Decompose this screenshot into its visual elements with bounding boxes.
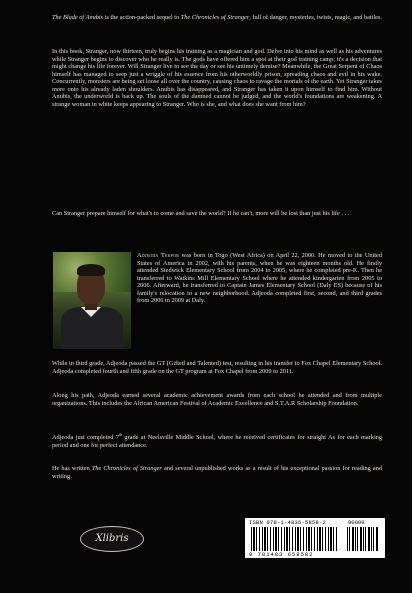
author-bio-awards: Along his path, Adjeoda earned several academic achievement awards from each school he attended and from multiple organizations. This includes the African American Festival of Academic Excellence and S.T.A.R Scholarship Foundation. [52, 392, 382, 407]
author-bio-works [52, 465, 382, 480]
author-bio-intro [137, 252, 382, 305]
isbn-barcode [245, 518, 385, 558]
barcode-addon-bars [347, 527, 379, 551]
barcode-bars [251, 527, 337, 551]
blurb-synopsis: In this book, Stranger, now thirteen, truly begins his training as a magician and god. Delve into his mind as well as his adventures while Stranger begins to discover who he really is. The gods have offered him a spot at their god training camp; it's a decision that might change his life forever. Will Stranger live to see the day or see his untimely demise? Meanwhile, the Great Serpent of Chaos himself has managed to seep just a wriggle of his essence from his otherworldly prison, spreading chaos and evil in his wake. Concurrently, monsters are being set loose all over the country, causing chaos to ravage the mortals of the earth. Yet Stranger takes more onto his already laden shoulders. Anubis has disappeared, and Stranger has taken it upon himself to find him. Without Anubis, the underworld is back up. The souls of the damned cannot be judged, and the world's foundations are weakening. A strange woman in white keeps appearing to Stranger. Who is she, and what does she want from him? [52, 48, 382, 108]
blurb-intro-end: , full of danger, mysteries, twists, magic, and battles. [249, 14, 382, 21]
ean-digits: 9 781483 658582 [249, 551, 314, 558]
author-bio-middle-school [52, 431, 382, 449]
bio-p5-b: and several unpublished works as a result of his exceptional passion for reading and writing. [52, 465, 382, 480]
price-code: 90000 [348, 519, 365, 526]
sequel-title: The Blade of Anubis [52, 14, 104, 21]
author-name: Adjeoda Tekpor [137, 252, 180, 259]
publisher-logo: Xlibris [80, 526, 144, 552]
blurb-intro [52, 14, 382, 22]
blurb-intro-text: is the action-packed sequel to [103, 14, 181, 21]
bio-works-title: The Chronicles of Stranger [91, 465, 162, 472]
series-title: The Chronicles of Stranger [180, 14, 250, 21]
bio-p4-b: grade at Neelsville Middle School, where he received certificates for straight As for each marking period and one for perfect attendance. [52, 434, 382, 449]
author-photo [53, 252, 131, 349]
bio-p5-a: He has written [52, 465, 92, 472]
bio-p4-sup: th [118, 432, 123, 437]
blurb-closing: Can Stranger prepare himself for what's to come and save the world? If he can't, more will be lost than just his life . . . [52, 210, 350, 217]
author-bio-gt: While in third grade, Adjeoda passed the GT (Gifted and Talented) test, resulting in his transfer to Fox Chapel Elementary School. Adjeoda completed fourth and fifth grade on the GT program at Fox Chapel from 2009 to 2011. [52, 360, 382, 375]
author-bio-intro-text: was born in Togo (West Africa) on April 22, 2000. He moved to the United States of America in 2002, with his parents, when he was eighteen months old. He firstly attended Stedwick Elementary School from 2004 to 2005, where he completed pre-K. Then he transferred to Watkins Mill Elementary School where he attended kindergarten from 2005 to 2006. Afterward, he transferred to Captain James Elementary School (Daly ES) because of his family's relocation to a new neighborhood. Adjeoda completed first, second, and third grades from 2006 to 2009 at Daly. [137, 252, 382, 304]
bio-p4-a: Adjeoda just completed 7 [52, 434, 119, 442]
isbn-text: ISBN 978-1-4836-5858-2 [249, 519, 327, 526]
